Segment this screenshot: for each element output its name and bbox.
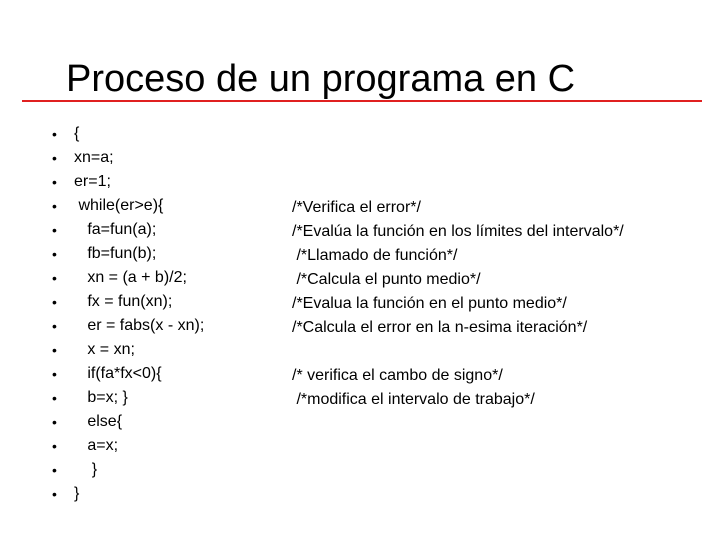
code-text: { <box>74 125 80 142</box>
bullet-icon: • <box>52 342 57 358</box>
comments-sign-check <box>292 364 535 412</box>
bullet-icon: • <box>52 198 57 214</box>
bullet-icon: • <box>52 462 57 478</box>
code-text: fa=fun(a); <box>74 221 157 238</box>
code-text: fb=fun(b); <box>74 245 157 262</box>
code-listing <box>52 122 204 506</box>
title-underline <box>22 100 702 102</box>
code-text: if(fa*fx<0){ <box>74 365 162 382</box>
code-text: } <box>74 461 98 478</box>
code-line <box>52 482 204 506</box>
code-comment: /*Evalua la función en el punto medio*/ <box>292 295 567 312</box>
code-line <box>52 290 204 314</box>
code-line <box>52 146 204 170</box>
code-text: x = xn; <box>74 341 135 358</box>
bullet-icon: • <box>52 438 57 454</box>
bullet-icon: • <box>52 294 57 310</box>
code-line <box>52 242 204 266</box>
bullet-icon: • <box>52 222 57 238</box>
bullet-icon: • <box>52 126 57 142</box>
code-line <box>52 434 204 458</box>
code-text: else{ <box>74 413 123 430</box>
code-comment: /*Calcula el error en la n-esima iteración*/ <box>292 319 588 336</box>
code-line <box>52 458 204 482</box>
bullet-icon: • <box>52 366 57 382</box>
code-text: while(er>e){ <box>74 197 164 214</box>
code-comment: /*Verifica el error*/ <box>292 199 421 216</box>
code-text: er=1; <box>74 173 111 190</box>
code-comment: /*Calcula el punto medio*/ <box>292 271 481 288</box>
code-line <box>52 170 204 194</box>
code-text: b=x; } <box>74 389 128 406</box>
bullet-icon: • <box>52 270 57 286</box>
code-text: er = fabs(x - xn); <box>74 317 205 334</box>
code-line <box>52 266 204 290</box>
bullet-icon: • <box>52 150 57 166</box>
code-comment: /* verifica el cambo de signo*/ <box>292 367 503 384</box>
code-line <box>52 194 204 218</box>
bullet-icon: • <box>52 174 57 190</box>
bullet-icon: • <box>52 246 57 262</box>
code-text: fx = fun(xn); <box>74 293 173 310</box>
slide-title: Proceso de un programa en C <box>66 58 576 100</box>
code-text: a=x; <box>74 437 119 454</box>
code-text: xn=a; <box>74 149 114 166</box>
code-line <box>52 410 204 434</box>
code-line <box>52 386 204 410</box>
code-line <box>52 338 204 362</box>
code-line <box>52 218 204 242</box>
code-line <box>52 314 204 338</box>
bullet-icon: • <box>52 414 57 430</box>
code-comment: /*Evalúa la función en los límites del intervalo*/ <box>292 223 624 240</box>
code-comment: /*modifica el intervalo de trabajo*/ <box>292 391 535 408</box>
code-comment: /*Llamado de función*/ <box>292 247 458 264</box>
comments-loop <box>292 196 624 340</box>
code-text: xn = (a + b)/2; <box>74 269 187 286</box>
bullet-icon: • <box>52 318 57 334</box>
code-line <box>52 362 204 386</box>
bullet-icon: • <box>52 486 57 502</box>
code-text: } <box>74 485 80 502</box>
bullet-icon: • <box>52 390 57 406</box>
code-line <box>52 122 204 146</box>
